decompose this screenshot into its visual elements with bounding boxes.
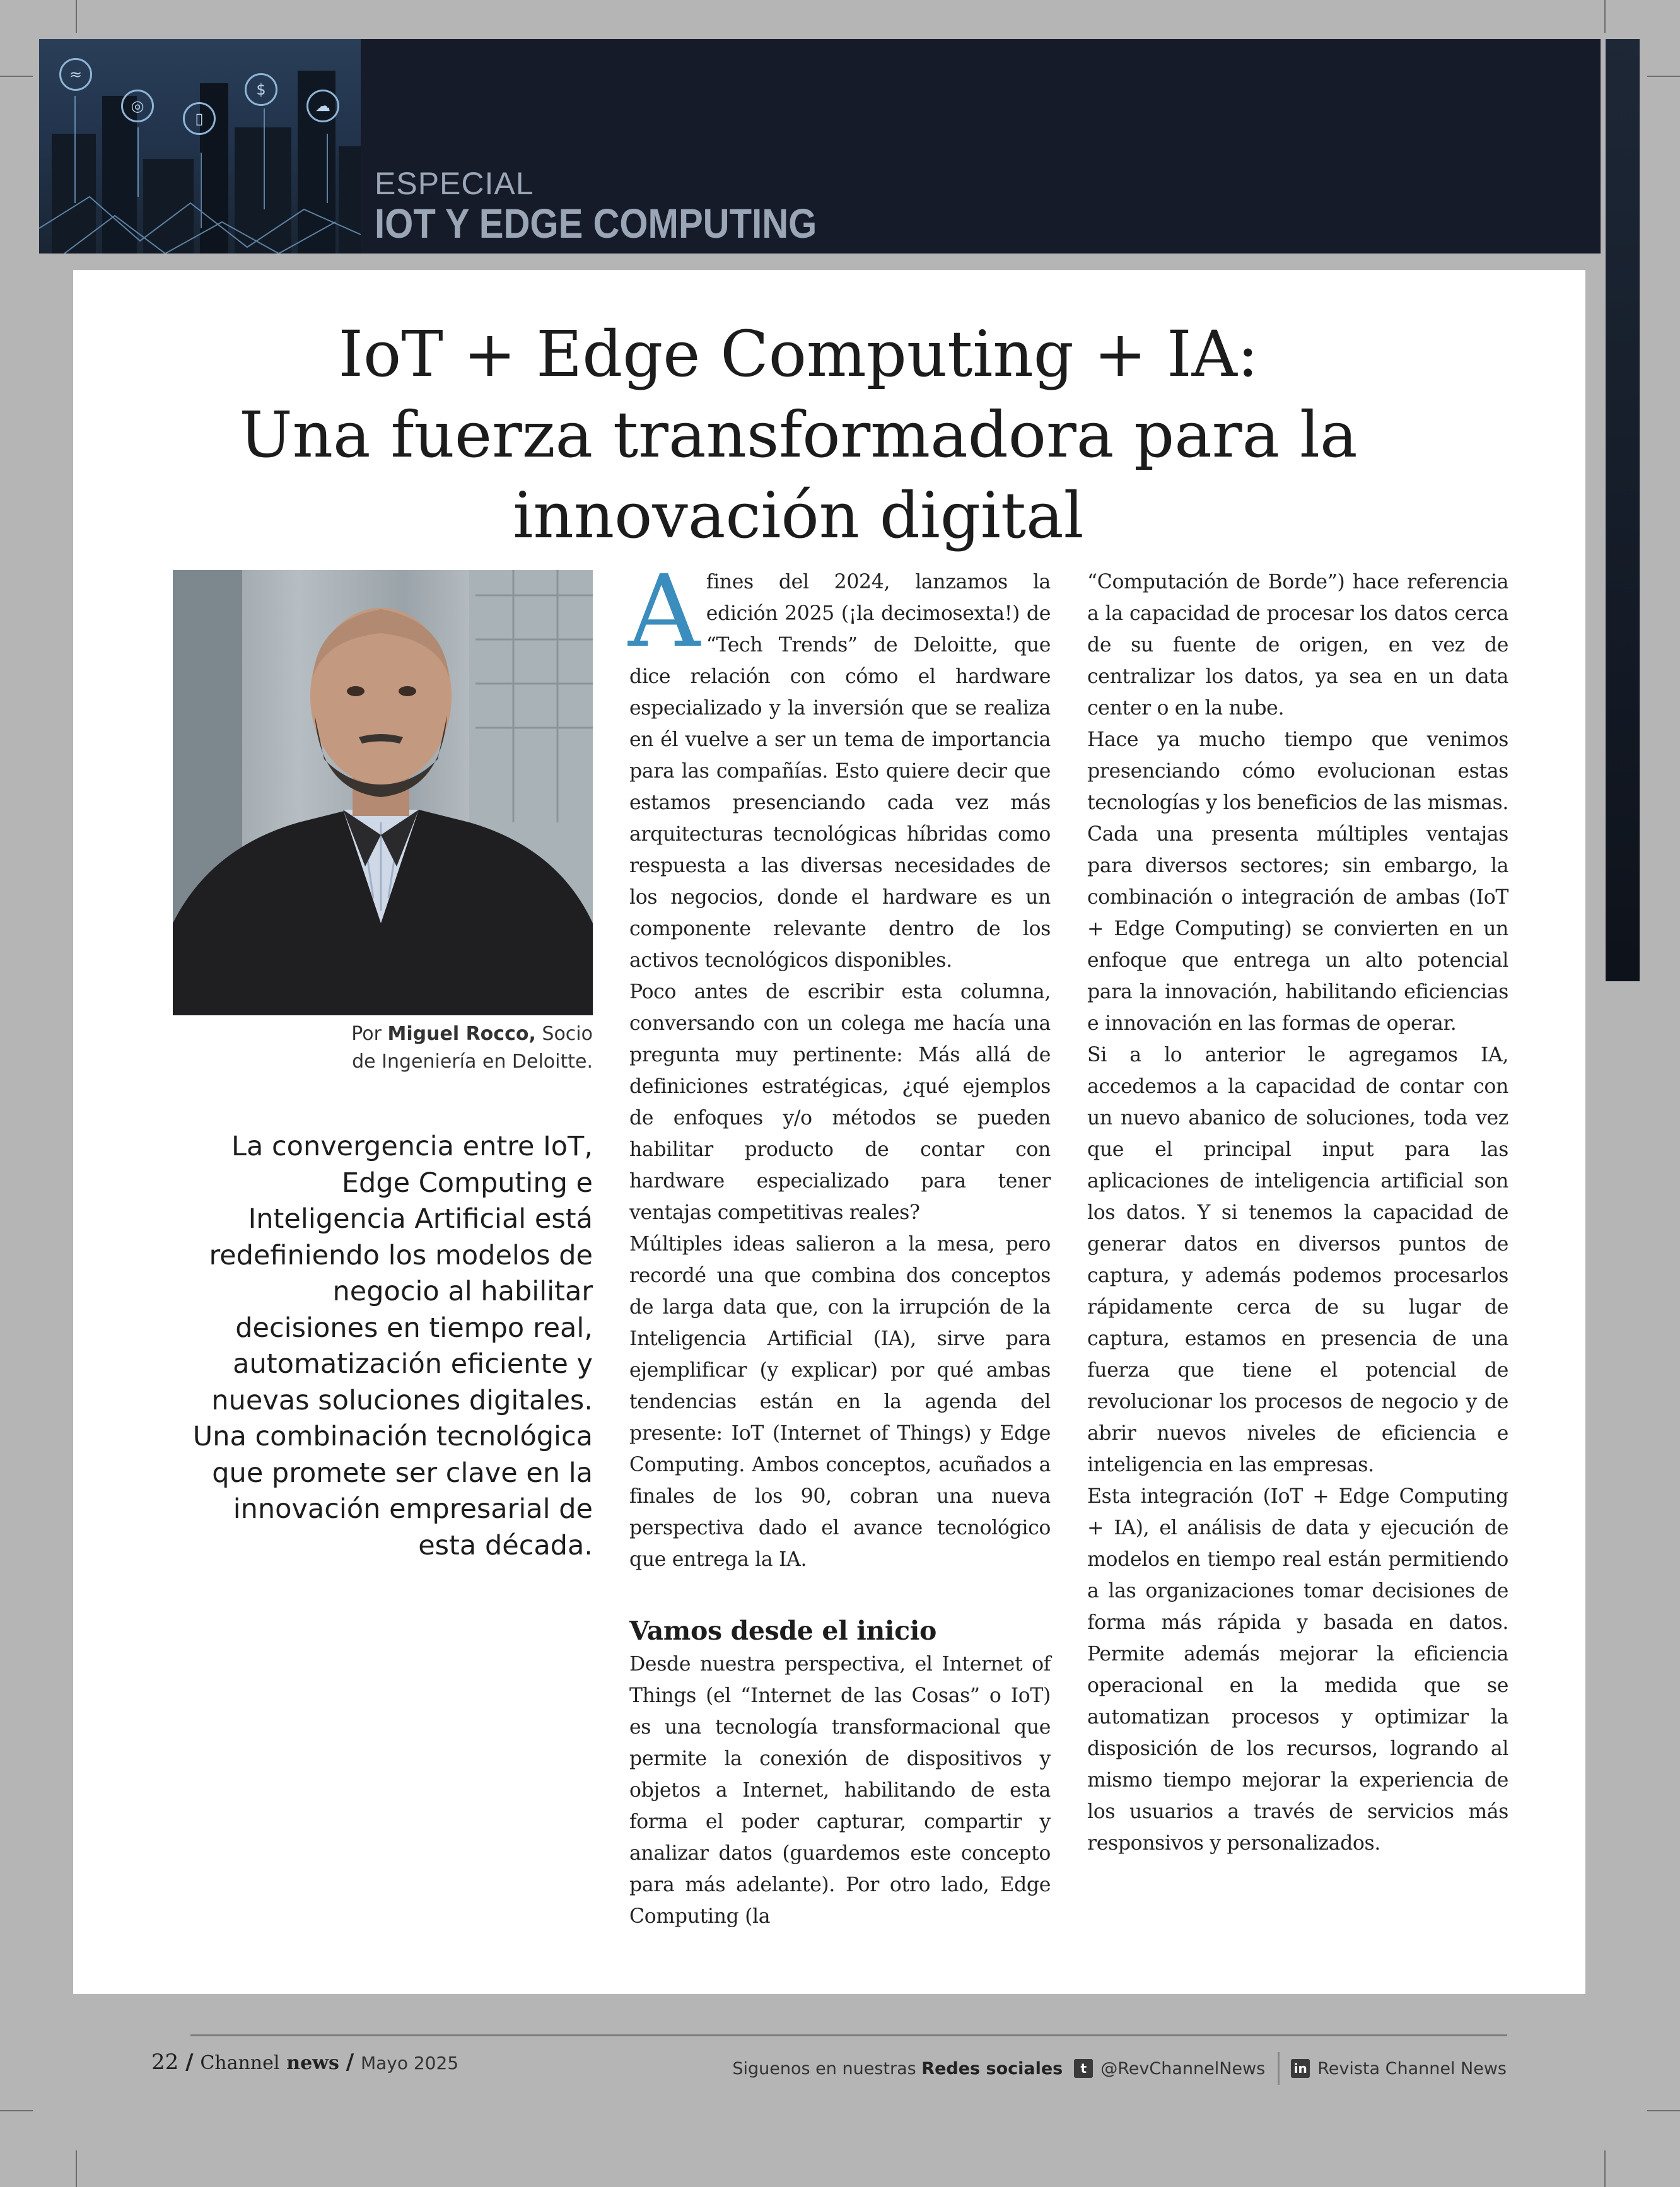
section-title: IOT Y EDGE COMPUTING [375,200,817,247]
article-title [199,314,1397,556]
crop-mark [0,2110,33,2111]
linkedin-name[interactable]: Revista Channel News [1317,2058,1507,2079]
linkedin-icon[interactable]: in [1291,2059,1310,2078]
body-paragraph: Múltiples ideas salieron a la mesa, pero recordé una que combina dos conceptos de larga data que, con la irrupción de la Inteligencia Artificial (IA), sirve para ejemplificar (y explicar) por qué ambas tendencias están en la agenda del presente: IoT (Internet of Things) y Edge Computing. Ambos conceptos, acuñados a finales de los 90, cobran una nueva perspectiva dado el avance tecnológico que entrega la IA. [629,1233,1051,1571]
twitter-handle[interactable]: @RevChannelNews [1100,2058,1266,2079]
pull-quote: La convergencia entre IoT, Edge Computing e Inteligencia Artificial está redefiniendo los modelos de negocio al habilitar decisiones en tiempo real, automatización eficiente y nuevas soluciones digitales. Una combinación tecnológica que promete ser clave en la innovación empresarial de esta década. [192,1131,593,1561]
footer-folio [151,2050,458,2075]
crop-mark [1604,2150,1606,2187]
article-column-2 [1087,566,1508,1859]
follow-text: Siguenos en nuestras [732,2058,916,2079]
page-number: 22 [151,2050,179,2075]
drop-cap: A [628,554,700,670]
footer-rule [190,2034,1507,2036]
body-paragraph: Hace ya mucho tiempo que venimos presenciando cómo evolucionan estas tecnologías y los beneficios de las mismas. Cada una presenta múltiples ventajas para diversos sectores; sin embargo, la combinación o integración de ambas (IoT + Edge Computing) se convierten en un enfoque que entrega un alto potencial para la innovación, habilitando eficiencias e innovación en las formas de operar. [1087,728,1508,1035]
network-icon: ◎ [121,90,154,122]
section-subhead: Vamos desde el inicio [629,1616,936,1646]
twitter-icon[interactable]: t [1074,2059,1093,2078]
section-kicker: ESPECIAL [375,166,534,201]
dollar-icon: $ [245,73,277,106]
crop-mark [1647,2110,1680,2111]
body-paragraph: Si a lo anterior le agregamos IA, accedemos a la capacidad de contar con un nuevo abanico de soluciones, toda vez que el principal input para las aplicaciones de inteligencia artificial son los datos. Y si tenemos la capacidad de generar datos en diversos puntos de captura, y además podemos procesarlos rápidamente cerca de su lugar de captura, estamos en presencia de una fuerza que tiene el potencial de revolucionar los procesos de negocio y de abrir nuevos niveles de eficiencia e inteligencia en las empresas. [1087,1044,1508,1476]
author-role-line2: de Ingeniería en Deloitte. [352,1051,593,1073]
body-paragraph: Desde nuestra perspectiva, el Internet of Things (el “Internet de las Cosas” o IoT) es una tecnología transformacional que permite la conexión de dispositivos y objetos a Internet, habilitando de esta forma el poder capturar, compartir y analizar datos (guardemos este concepto para más adelante). Por otro lado, Edge Computing (la [629,1653,1051,1928]
crop-mark [1604,0,1606,33]
author-name: Miguel Rocco, [387,1023,536,1045]
decorative-side-strip [1606,39,1640,981]
crop-mark [1647,76,1680,77]
wifi-icon: ≈ [59,58,92,91]
article-column-1 [628,554,1051,1932]
cloud-icon: ☁ [306,90,339,122]
author-role: Socio [542,1023,593,1045]
author-photo [173,570,593,1015]
title-line: innovación digital [513,479,1084,552]
body-paragraph: Poco antes de escribir esta columna, conversando con un colega me hacía una pregunta muy pertinente: Más allá de definiciones estratégicas, ¿qué ejemplos de enfoques y/o métodos se pueden habilitar producto de contar con hardware especializado para tener ventajas competitivas reales? [629,981,1051,1224]
mobile-icon: ▯ [183,102,216,135]
body-paragraph: Esta integración (IoT + Edge Computing + IA), el análisis de data y ejecución de modelos en tiempo real están permitiendo a las organizaciones tomar decisiones de forma más rápida y basada en datos. Permite además mejorar la eficiencia operacional en la medida que se automatizan procesos y optimizar la disposición de los recursos, logrando al mismo tiempo mejorar la experiencia de los usuarios a través de servicios más responsivos y personalizados. [1087,1485,1508,1855]
caption-prefix: Por [351,1023,382,1045]
body-paragraph-text: fines del 2024, lanzamos la edición 2025 (¡la decimosexta!) de “Tech Trends” de Deloitte, que dice relación con cómo el hardware especializado y la inversión que se realiza en él vuelve a ser un tema de importancia para las compañías. Esto quiere decir que estamos presenciando cada vez más arquitecturas tecnológicas híbridas como respuesta a las diversas necesidades de los negocios, donde el hardware es un componente relevante dentro de los activos tecnológicos disponibles. [629,571,1051,972]
article-page [73,270,1585,1994]
crop-mark [76,0,77,33]
title-line: Una fuerza transformadora para la [239,398,1358,472]
crop-mark [76,2150,77,2187]
footer-divider [1278,2052,1280,2085]
header-city-image [39,39,361,254]
publication-name-bold: news [286,2052,339,2074]
body-paragraph [628,554,1051,976]
title-line: IoT + Edge Computing + IA: [338,317,1259,391]
photo-caption [199,1020,593,1076]
footer-separator: / [346,2050,354,2075]
issue-date: Mayo 2025 [360,2053,459,2073]
footer-separator: / [185,2050,194,2075]
author-portrait [173,570,593,1015]
follow-text-bold: Redes sociales [921,2058,1063,2079]
body-paragraph: “Computación de Borde”) hace referencia a la capacidad de procesar los datos cerca de su fuente de origen, en vez de centralizar los datos, ya sea en un data center o en la nube. [1087,571,1508,720]
crop-mark [0,76,33,77]
footer-social [732,2052,1507,2085]
publication-name: Channel [200,2052,280,2074]
